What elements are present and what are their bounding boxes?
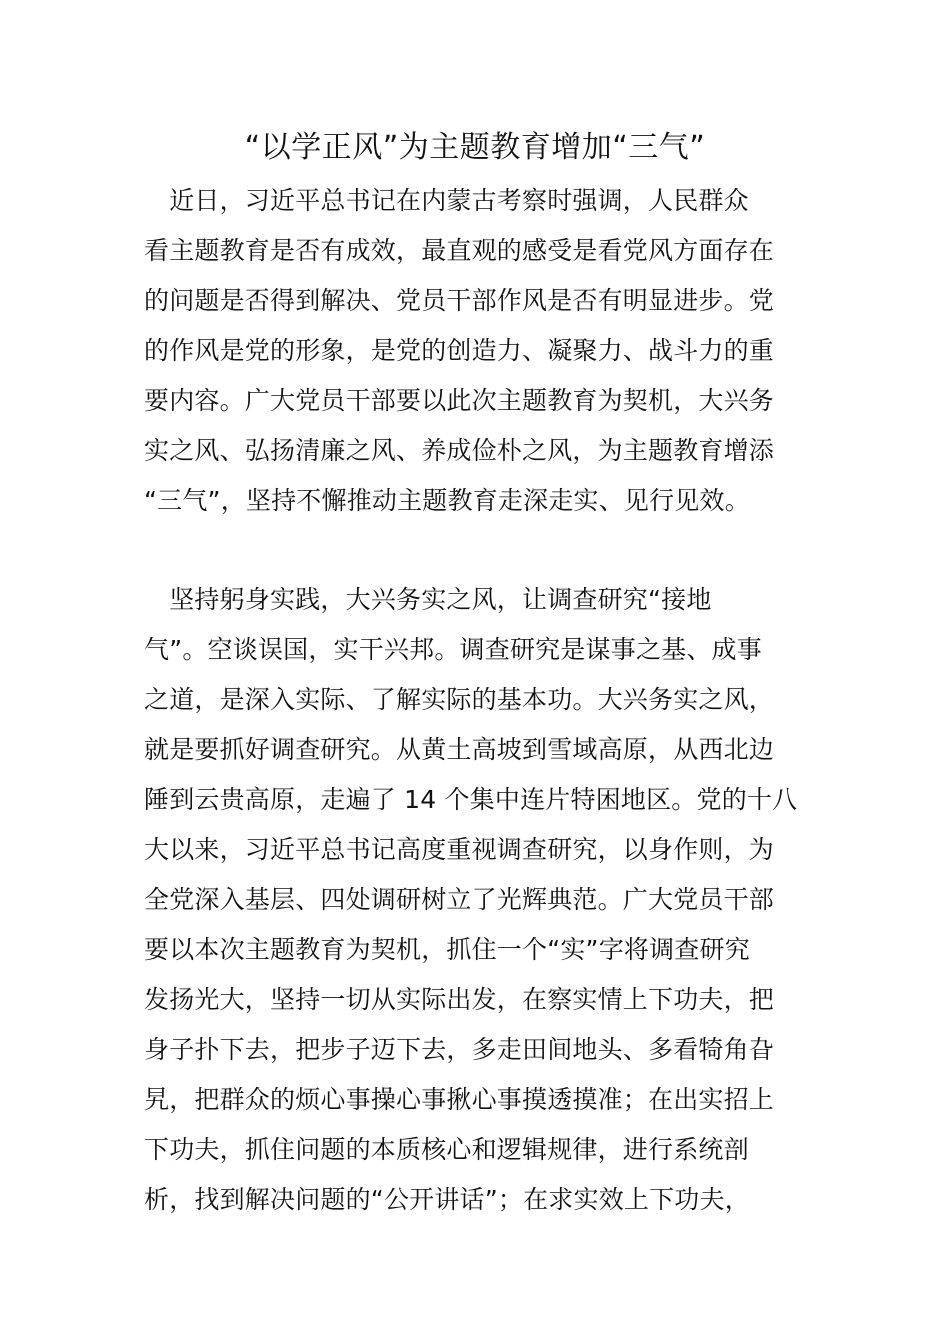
paragraph-line: 要以本次主题教育为契机，抓住一个“实”字将调查研究	[144, 935, 750, 964]
paragraph-line: “三气”，坚持不懈推动主题教育走深走实、见行见效。	[144, 486, 750, 515]
paragraph-line: 的作风是党的形象，是党的创造力、凝聚力、战斗力的重	[144, 336, 775, 365]
paragraph-line: 身子扑下去，把步子迈下去，多走田间地头、多看犄角旮	[144, 1035, 775, 1064]
paragraph-line: 气”。空谈误国，实干兴邦。调查研究是谋事之基、成事	[144, 635, 762, 664]
paragraph-line: 看主题教育是否有成效，最直观的感受是看党风方面存在	[144, 236, 775, 265]
paragraph-line: 实之风、弘扬清廉之风、养成俭朴之风，为主题教育增添	[144, 436, 775, 465]
paragraph-line: 陲到云贵高原，走遍了 14 个集中连片特困地区。党的十八	[144, 785, 798, 814]
paragraph-line: 要内容。广大党员干部要以此次主题教育为契机，大兴务	[144, 386, 775, 415]
paragraph-line: 析，找到解决问题的“公开讲话”；在求实效上下功夫，	[144, 1185, 750, 1214]
paragraph-line: 大以来，习近平总书记高度重视调查研究，以身作则，为	[144, 835, 775, 864]
paragraph-line: 就是要抓好调查研究。从黄土高坡到雪域高原，从西北边	[144, 735, 775, 764]
paragraph-line: 旯，把群众的烦心事操心事揪心事摸透摸准；在出实招上	[144, 1085, 775, 1114]
paragraph-line: 的问题是否得到解决、党员干部作风是否有明显进步。党	[144, 286, 775, 315]
paragraph-line: 下功夫，抓住问题的本质核心和逻辑规律，进行系统剖	[144, 1135, 749, 1164]
paragraph-line: 全党深入基层、四处调研树立了光辉典范。广大党员干部	[144, 885, 775, 914]
paragraph-line: 近日，习近平总书记在内蒙古考察时强调，人民群众	[144, 186, 749, 215]
paragraph-line: 坚持躬身实践，大兴务实之风，让调查研究“接地	[144, 585, 712, 614]
paragraph-line: 发扬光大，坚持一切从实际出发，在察实情上下功夫，把	[144, 985, 775, 1014]
paragraph-line: 之道，是深入实际、了解实际的基本功。大兴务实之风，	[144, 685, 775, 714]
document-title: “以学正风”为主题教育增加“三气”	[244, 130, 706, 165]
